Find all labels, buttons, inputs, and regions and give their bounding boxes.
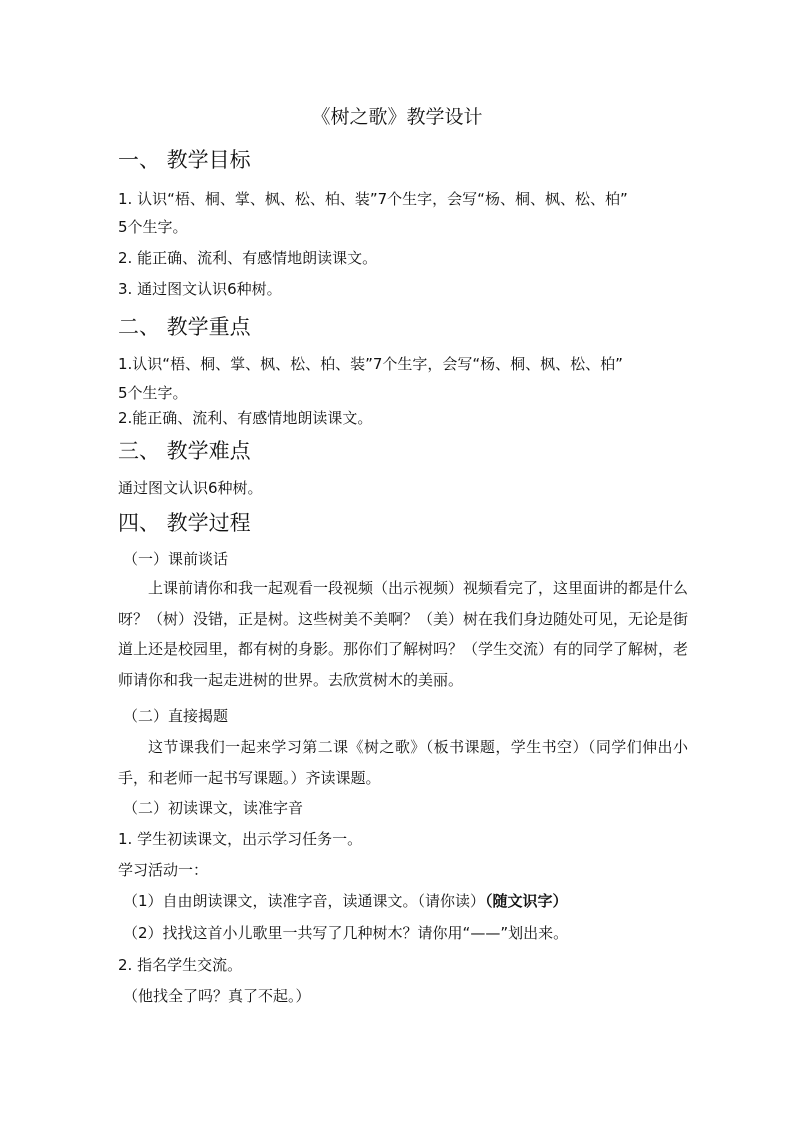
objective-item-1: 1. 认识“梧、桐、掌、枫、松、柏、装”7个生字，会写“杨、桐、枫、松、柏” xyxy=(118,190,628,208)
key-point-item-1-continued: 5个生字。 xyxy=(118,384,188,402)
task-1-text: （1）自由朗读课文，读准字音，读通课文。（请你读） xyxy=(123,892,486,910)
subheading-first-reading: （二）初读课文，读准字音 xyxy=(123,799,304,817)
activity-label: 学习活动一： xyxy=(118,861,209,879)
objective-item-3: 3. 通过图文认识6种树。 xyxy=(118,280,282,298)
document-title: 《树之歌》教学设计 xyxy=(311,106,483,128)
task-2: （2）找找这首小儿歌里一共写了几种树木？请你用“——”划出来。 xyxy=(123,924,569,942)
task-1-bold-text: （随文识字） xyxy=(485,892,568,910)
key-point-item-2: 2.能正确、流利、有感情地朗读课文。 xyxy=(118,409,373,427)
section-heading-difficulties: 三、 教学难点 xyxy=(118,439,251,463)
step-1: 1. 学生初读课文，出示学习任务一。 xyxy=(118,830,363,848)
subheading-reveal-topic: （二）直接揭题 xyxy=(123,707,229,725)
step-2: 2. 指名学生交流。 xyxy=(118,956,243,974)
teacher-note: （他找全了吗？真了不起。） xyxy=(123,987,311,1005)
objective-item-1-continued: 5个生字。 xyxy=(118,218,188,236)
paragraph-reveal-topic: 这节课我们一起来学习第二课《树之歌》（板书课题，学生书空）（同学们伸出小手，和老师一起书写课题。）齐读课题。 xyxy=(118,738,688,787)
key-point-item-1: 1.认识“梧、桐、掌、枫、松、柏、装”7个生字，会写“杨、桐、枫、松、柏” xyxy=(118,355,623,373)
section-heading-process: 四、 教学过程 xyxy=(118,511,251,535)
paragraph-pre-class-talk: 上课前请你和我一起观看一段视频（出示视频）视频看完了，这里面讲的都是什么呀？（树）没错，正是树。这些树美不美啊？（美）树在我们身边随处可见，无论是街道上还是校园里，都有树的身影。那你们了解树吗？（学生交流）有的同学了解树，老师请你和我一起走进树的世界。去欣赏树木的美丽。 xyxy=(118,579,689,689)
subheading-pre-class-talk: （一）课前谈话 xyxy=(123,550,229,568)
section-heading-key-points: 二、 教学重点 xyxy=(118,315,251,339)
section-heading-objectives: 一、 教学目标 xyxy=(118,148,251,172)
task-1 xyxy=(123,888,693,914)
difficulty-item-1: 通过图文认识6种树。 xyxy=(118,479,263,497)
objective-item-2: 2. 能正确、流利、有感情地朗读课文。 xyxy=(118,249,378,267)
